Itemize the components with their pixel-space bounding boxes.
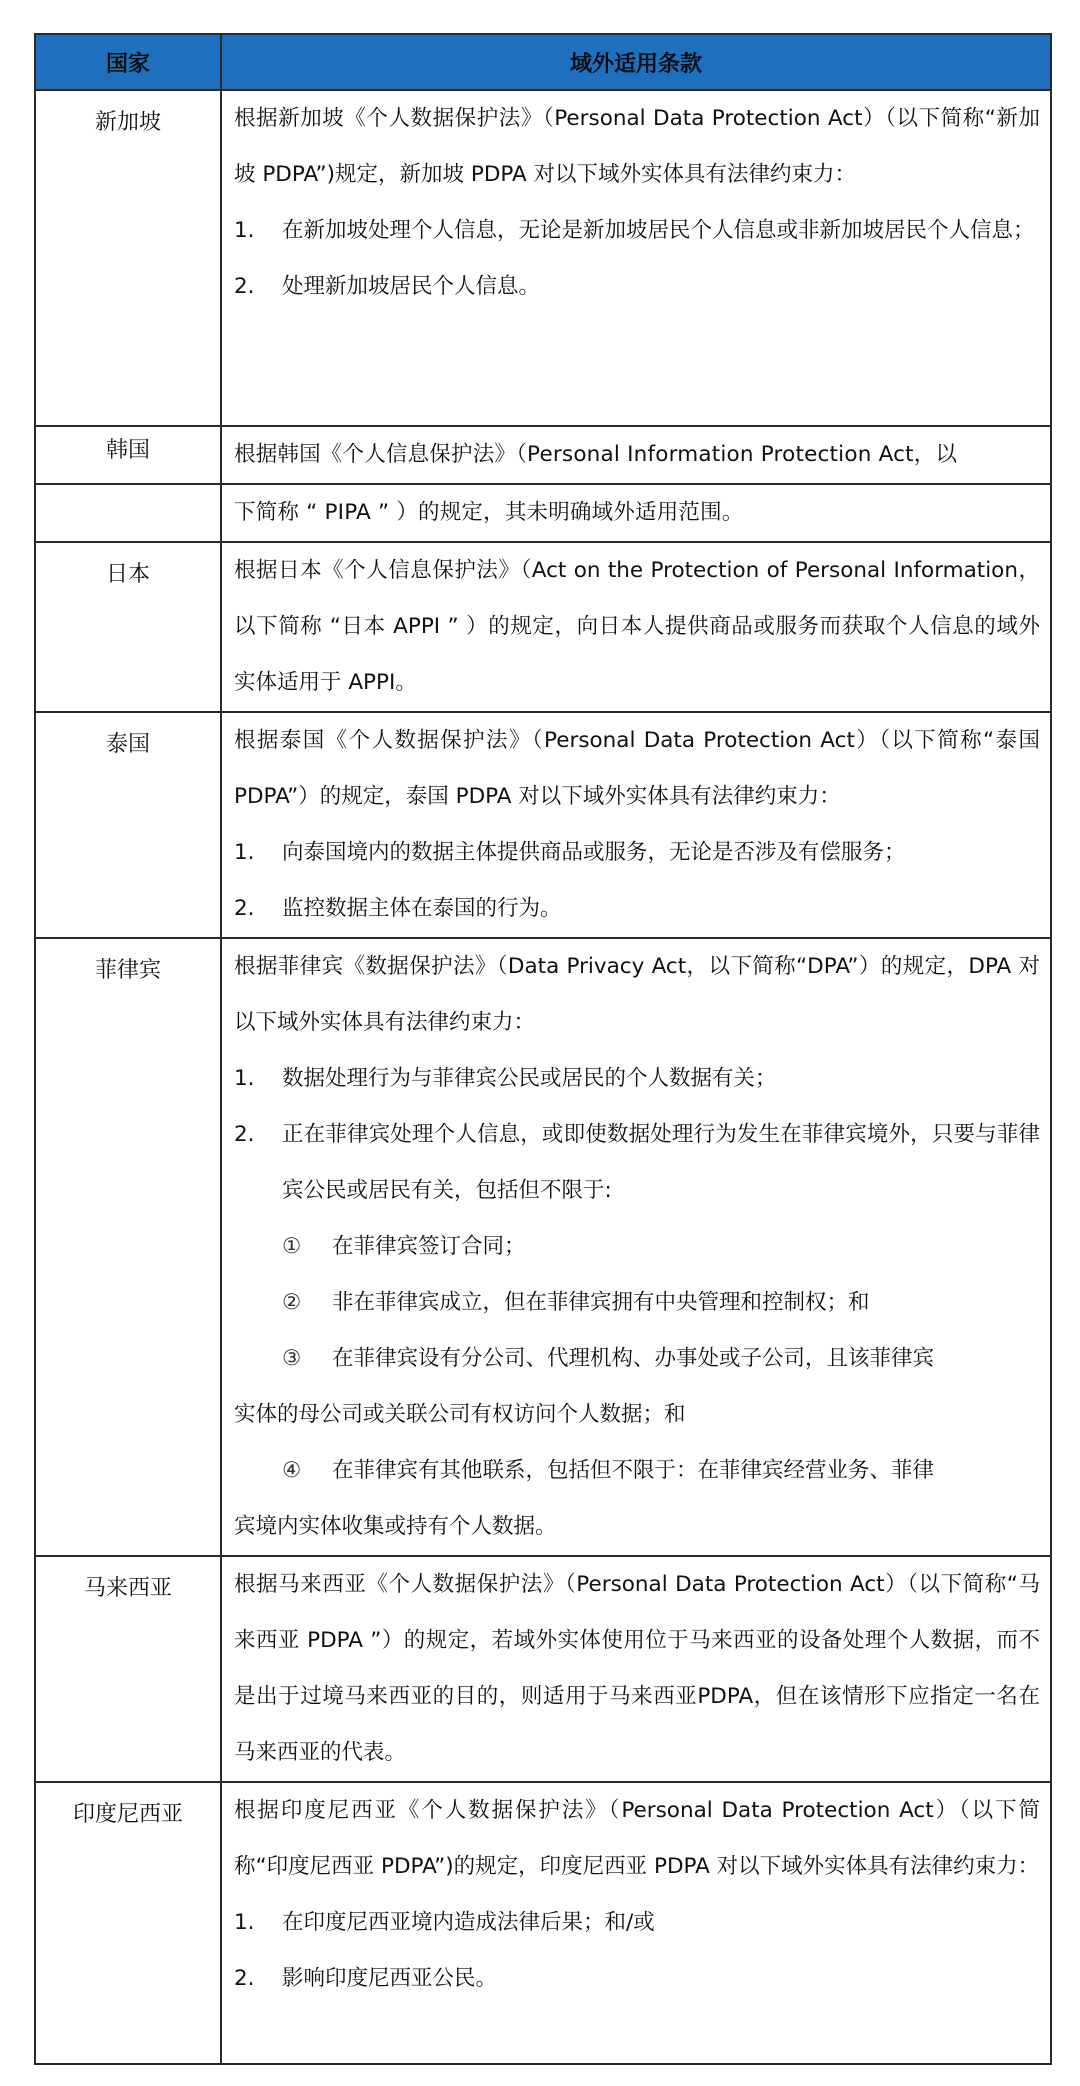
table-row-indonesia <box>35 1782 1051 2064</box>
list-number: 1. <box>234 1066 255 1091</box>
clause-line: 下简称 “ PIPA ” ）的规定，其未明确域外适用范围。 <box>234 500 744 525</box>
list-number: 1. <box>234 1910 255 1935</box>
sub-text: 在菲律宾设有分公司、代理机构、办事处或子公司，且该菲律宾 <box>332 1346 935 1371</box>
country-cell: 日本 <box>35 542 221 712</box>
table-header-row <box>35 34 1051 90</box>
clause-cell <box>221 938 1051 1556</box>
sub-number: ② <box>282 1290 302 1315</box>
clause-intro: 根据日本《个人信息保护法》（Act on the Protection of Personal Information，以下简称 “日本 APPI ” ）的规定，向日本人提供商品或服务而获取个人信息的域外实体适用于 APPI。 <box>234 558 1040 695</box>
country-cell: 马来西亚 <box>35 1556 221 1782</box>
table-row-korea-cont <box>35 484 1051 542</box>
sub-item <box>234 1443 1040 1499</box>
list-number: 2. <box>234 1122 255 1147</box>
list-text: 数据处理行为与菲律宾公民或居民的个人数据有关； <box>282 1066 777 1091</box>
clause-cell <box>221 712 1051 938</box>
list-number: 1. <box>234 840 255 865</box>
list-item <box>234 203 1040 259</box>
table-row-philippines <box>35 938 1051 1556</box>
sub-item <box>234 1219 1040 1275</box>
clause-cell <box>221 1556 1051 1782</box>
list-item <box>234 259 1040 315</box>
list-text: 监控数据主体在泰国的行为。 <box>282 896 562 921</box>
sub-number: ④ <box>282 1458 302 1483</box>
list-item <box>234 1107 1040 1219</box>
list-item <box>234 881 1040 937</box>
clause-intro: 根据印度尼西亚《个人数据保护法》（Personal Data Protection Act）（以下简称“印度尼西亚 PDPA”)的规定，印度尼西亚 PDPA 对以下域外实体具有法律约束力： <box>234 1798 1040 1879</box>
list-item <box>234 1895 1040 1951</box>
clause-cell <box>221 484 1051 542</box>
list-text: 向泰国境内的数据主体提供商品或服务，无论是否涉及有偿服务； <box>282 840 906 865</box>
empty-cell <box>35 484 221 542</box>
extraterritorial-clauses-table <box>34 33 1052 2065</box>
header-country: 国家 <box>35 34 221 90</box>
list-number: 2. <box>234 274 255 299</box>
list-text: 在新加坡处理个人信息，无论是新加坡居民个人信息或非新加坡居民个人信息； <box>282 218 1035 243</box>
sub-item-continuation: 实体的母公司或关联公司有权访问个人数据；和 <box>234 1402 686 1427</box>
clause-cell <box>221 542 1051 712</box>
table-row-malaysia <box>35 1556 1051 1782</box>
sub-item <box>234 1331 1040 1387</box>
list-text: 正在菲律宾处理个人信息，或即使数据处理行为发生在菲律宾境外，只要与菲律宾公民或居民有关，包括但不限于: <box>282 1122 1040 1203</box>
table-row-thailand <box>35 712 1051 938</box>
list-number: 2. <box>234 1966 255 1991</box>
country-cell: 韩国 <box>35 426 221 484</box>
sub-item <box>234 1275 1040 1331</box>
country-cell: 泰国 <box>35 712 221 938</box>
list-item <box>234 1051 1040 1107</box>
sub-number: ③ <box>282 1346 302 1371</box>
header-clause: 域外适用条款 <box>221 34 1051 90</box>
clause-cell <box>221 426 1051 484</box>
list-number: 1. <box>234 218 255 243</box>
sub-text: 在菲律宾签订合同； <box>332 1234 526 1259</box>
list-text: 处理新加坡居民个人信息。 <box>282 274 541 299</box>
table-row-singapore <box>35 90 1051 426</box>
clause-intro: 根据菲律宾《数据保护法》（Data Privacy Act，以下简称“DPA”）的规定，DPA 对以下域外实体具有法律约束力： <box>234 954 1040 1035</box>
list-text: 在印度尼西亚境内造成法律后果；和/或 <box>282 1910 655 1935</box>
sub-number: ① <box>282 1234 302 1259</box>
table-row-japan <box>35 542 1051 712</box>
country-cell: 印度尼西亚 <box>35 1782 221 2064</box>
clause-intro: 根据新加坡《个人数据保护法》（Personal Data Protection Act）（以下简称“新加坡 PDPA”)规定，新加坡 PDPA 对以下域外实体具有法律约束力： <box>234 106 1040 187</box>
table-row-korea <box>35 426 1051 484</box>
list-item <box>234 825 1040 881</box>
sub-text: 非在菲律宾成立，但在菲律宾拥有中央管理和控制权；和 <box>332 1290 870 1315</box>
clause-line: 根据韩国《个人信息保护法》（Personal Information Protection Act，以 <box>234 442 958 467</box>
clause-intro: 根据泰国《个人数据保护法》（Personal Data Protection Act）（以下简称“泰国 PDPA”）的规定，泰国 PDPA 对以下域外实体具有法律约束力： <box>234 728 1040 809</box>
list-item <box>234 1951 1040 2007</box>
clause-intro: 根据马来西亚《个人数据保护法》（Personal Data Protection Act）（以下简称“马来西亚 PDPA ”）的规定，若域外实体使用位于马来西亚的设备处理个人数据，而不是出于过境马来西亚的目的，则适用于马来西亚PDPA，但在该情形下应指定一名在马来西亚的代表。 <box>234 1572 1040 1765</box>
country-cell: 菲律宾 <box>35 938 221 1556</box>
country-cell: 新加坡 <box>35 90 221 426</box>
clause-cell <box>221 1782 1051 2064</box>
sub-text: 在菲律宾有其他联系，包括但不限于：在菲律宾经营业务、菲律 <box>332 1458 935 1483</box>
sub-item-continuation: 宾境内实体收集或持有个人数据。 <box>234 1514 557 1539</box>
clause-cell <box>221 90 1051 426</box>
list-text: 影响印度尼西亚公民。 <box>282 1966 498 1991</box>
list-number: 2. <box>234 896 255 921</box>
